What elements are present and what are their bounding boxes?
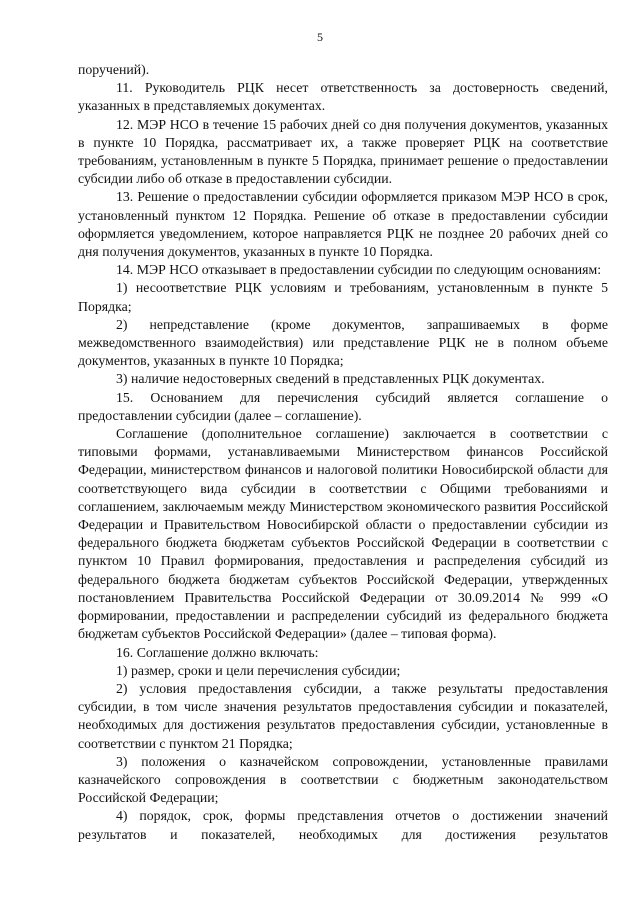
paragraph-item-15: 15. Основанием для перечисления субсидий является соглашение о предоставлении субсидии (далее – соглашение). <box>78 389 608 423</box>
list-item-14-3: 3) наличие недостоверных сведений в представленных РЦК документах. <box>116 371 545 387</box>
paragraph-item-13: 13. Решение о предоставлении субсидии оформляется приказом МЭР НСО в срок, установленный пунктом 12 Порядка. Решение об отказе в предоставлении субсидии оформляется уведомлением, которое направляется РЦК не позднее 20 рабочих дней со дня получения документов, указанных в пункте 10 Порядка. <box>78 189 608 260</box>
list-item-16-3: 3) положения о казначейском сопровождении, установленные правилами казначейского сопровождения в соответствии с бюджетным законодательством Российской Федерации; <box>78 753 608 806</box>
list-item-16-1: 1) размер, сроки и цели перечисления субсидии; <box>116 662 401 678</box>
list-item-14-1: 1) несоответствие РЦК условиям и требованиям, установленным в пункте 5 Порядка; <box>78 280 608 314</box>
paragraph-continuation: поручений). <box>78 62 150 77</box>
document-body <box>78 61 608 844</box>
list-item-16-2: 2) условия предоставления субсидии, а также результаты предоставления субсидии, в том числе значения результатов предоставления субсидии и показателей, необходимых для достижения результатов предоставления субсидии, установленные в соответствии с пунктом 21 Порядка; <box>78 680 608 751</box>
list-item-14-2: 2) непредставление (кроме документов, запрашиваемых в форме межведомственного взаимодействия) или представление РЦК не в полном объеме документов, указанных в пункте 10 Порядка; <box>78 316 608 369</box>
page-number: 5 <box>317 30 323 44</box>
paragraph-item-16: 16. Соглашение должно включать: <box>116 644 319 660</box>
paragraph-item-14: 14. МЭР НСО отказывает в предоставлении субсидии по следующим основаниям: <box>116 262 602 278</box>
list-item-16-4: 4) порядок, срок, формы представления отчетов о достижении значений результатов и показателей, необходимых для достижения результатов <box>78 808 608 842</box>
paragraph-item-12: 12. МЭР НСО в течение 15 рабочих дней со дня получения документов, указанных в пункте 10 Порядка, рассматривает их, а также проверяет РЦК на соответствие требованиям, установленным в пункте 5 Порядка, принимает решение о предоставлении субсидии либо об отказе в предоставлении субсидии. <box>78 116 608 187</box>
paragraph-agreement: Соглашение (дополнительное соглашение) заключается в соответствии с типовыми формами, устанавливаемыми Министерством финансов Российской Федерации, министерством финансов и налоговой политики Новосибирской области для соответствующего вида субсидии в соответствии с Общими требованиями и соглашением, заключаемым между Министерством экономического развития Российской Федерации и Правительством Новосибирской области о предоставлении субсидии из федерального бюджета бюджетам субъектов Российской Федерации в соответствии с пунктом 10 Правил формирования, предоставления и распределения субсидий из федерального бюджета бюджетам субъектов Российской Федерации, утвержденных постановлением Правительства Российской Федерации от 30.09.2014 № 999 «О формировании, предоставлении и распределении субсидий из федерального бюджета бюджетам субъектов Российской Федерации» (далее – типовая форма). <box>78 426 608 642</box>
paragraph-item-11: 11. Руководитель РЦК несет ответственность за достоверность сведений, указанных в представляемых документах. <box>78 80 608 114</box>
